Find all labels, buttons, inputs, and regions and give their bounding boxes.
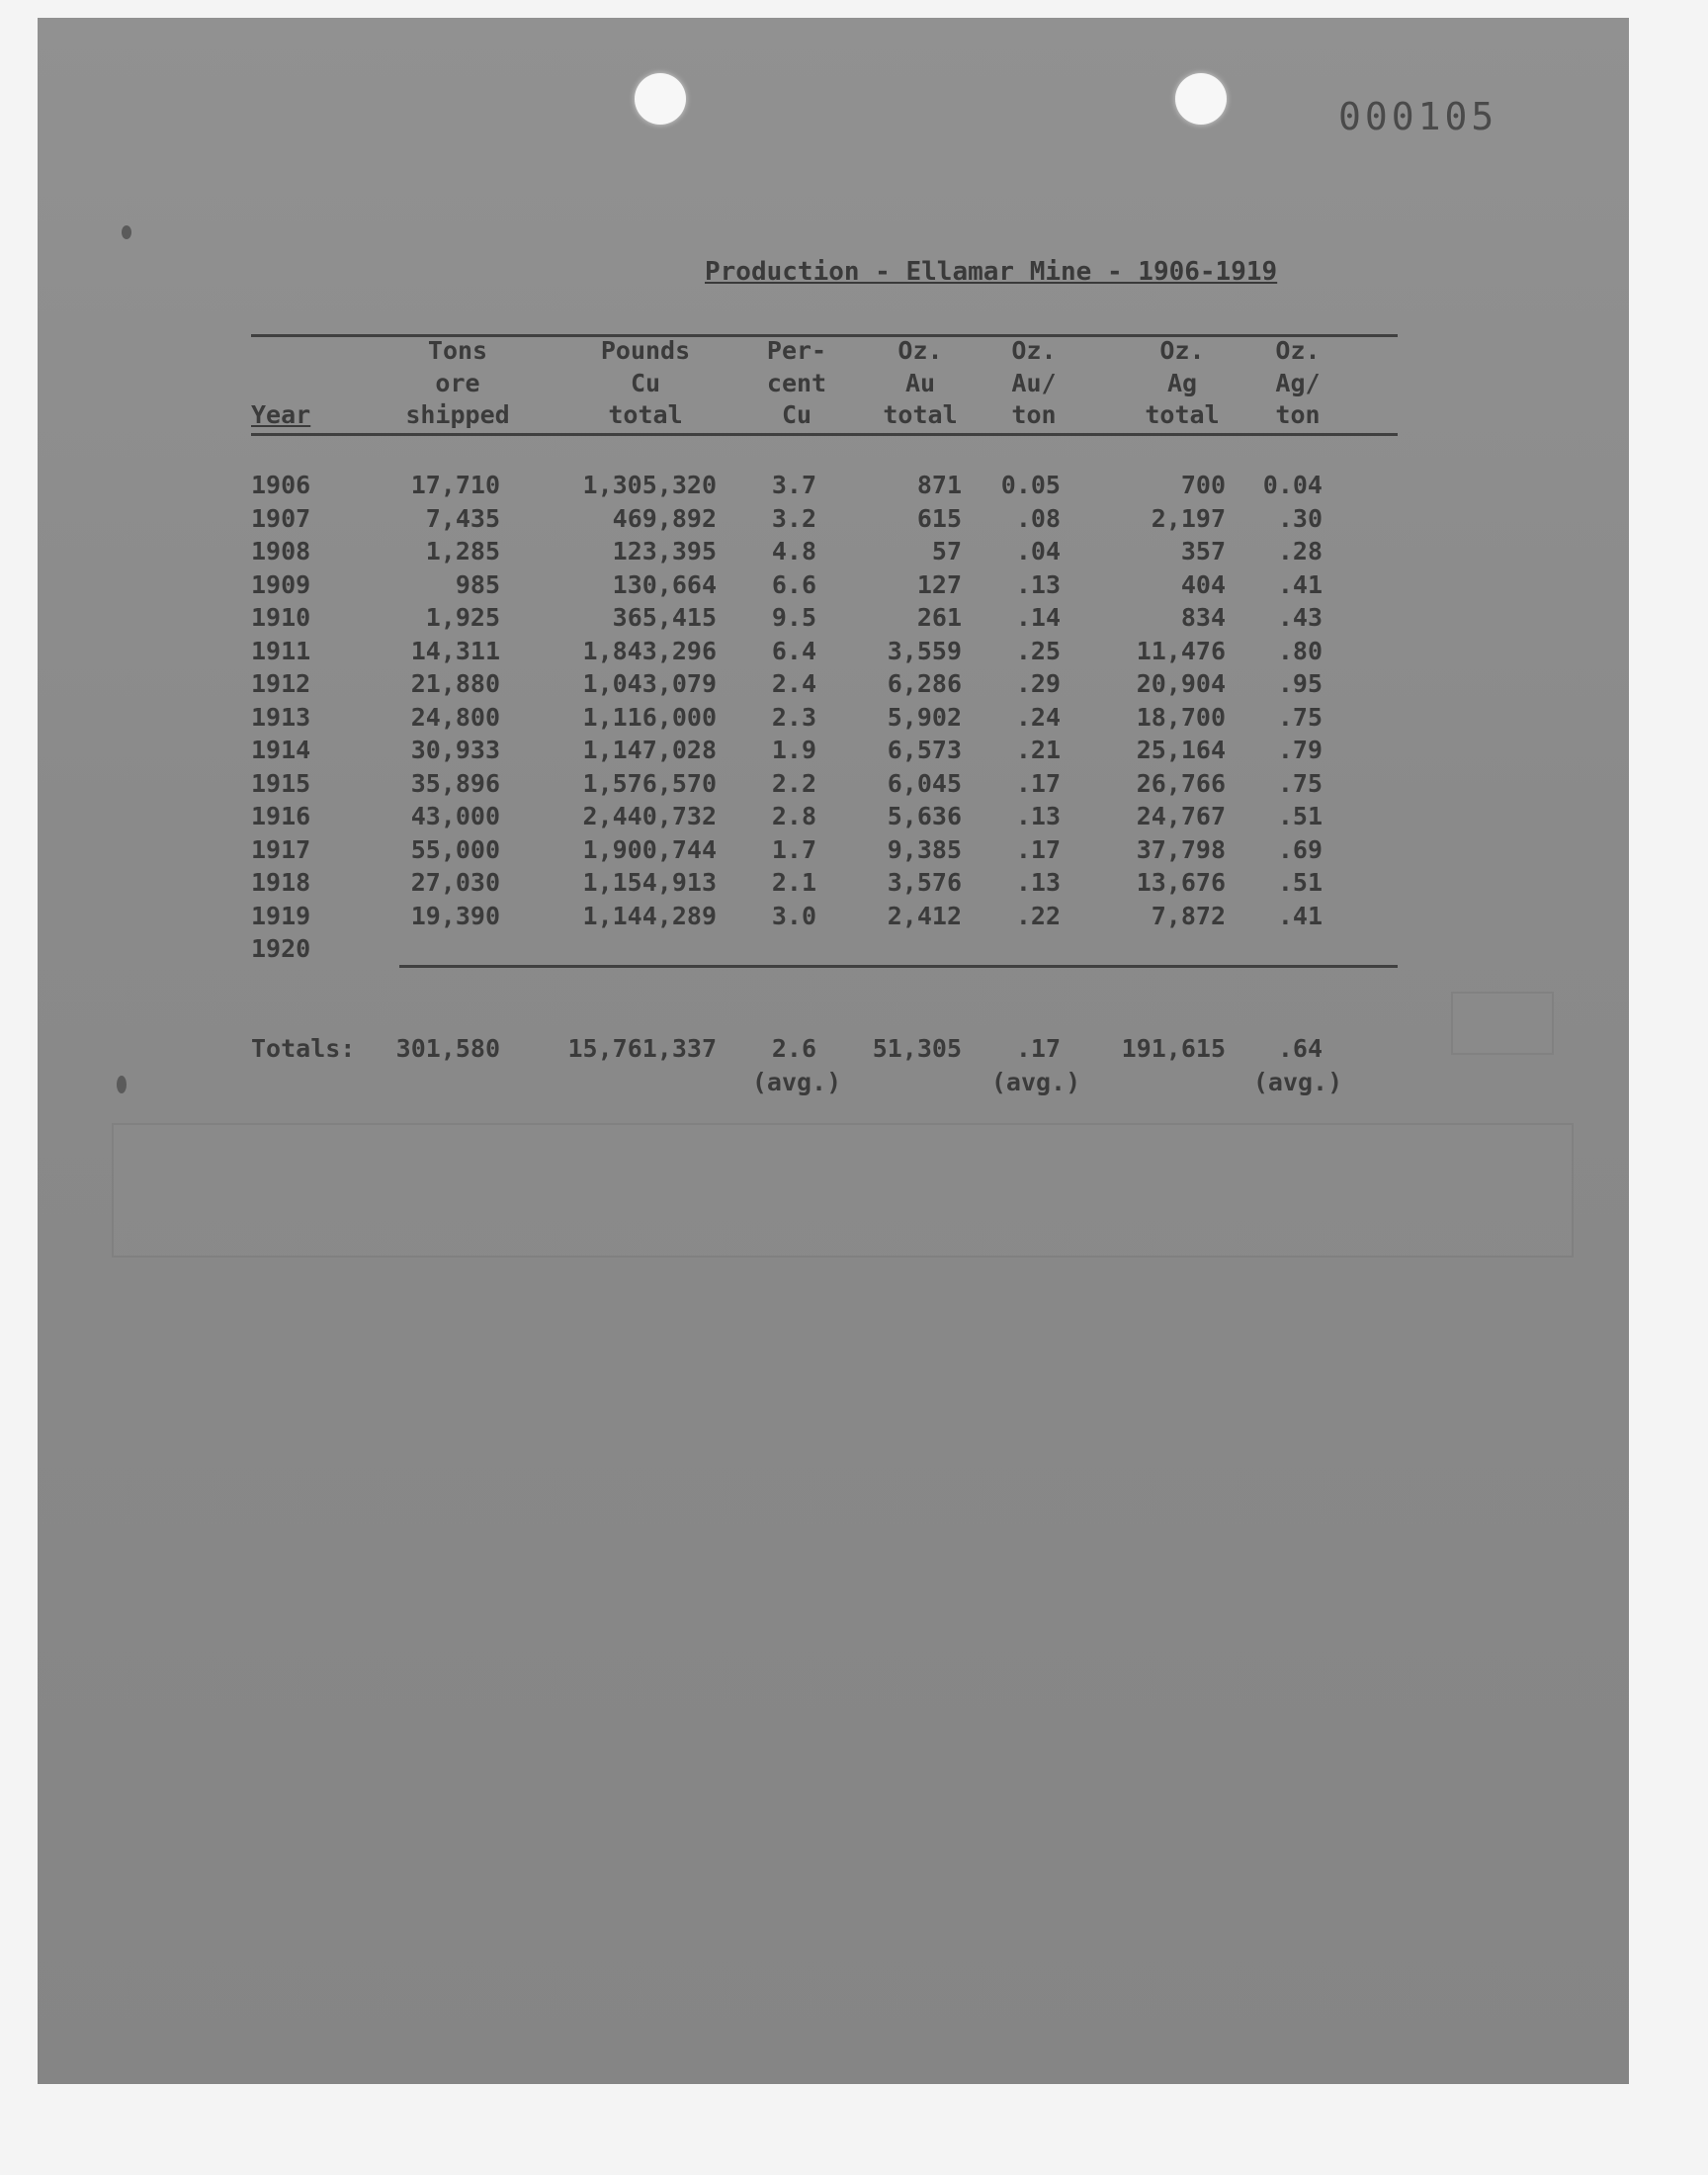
table-cell: 834 (1180, 603, 1226, 632)
table-cell: 3.7 (771, 471, 816, 499)
avg-label: (avg.) (1252, 1068, 1343, 1096)
avg-label: (avg.) (751, 1068, 842, 1096)
table-cell: 25,164 (1136, 736, 1226, 764)
column-header: Oz. (1159, 336, 1205, 365)
table-cell: .25 (1015, 636, 1061, 665)
table-cell: 6.4 (771, 636, 816, 665)
table-cell: 1,144,289 (582, 901, 717, 930)
column-header: Oz. (1011, 336, 1057, 365)
table-cell: .95 (1277, 669, 1323, 698)
table-cell: 6.6 (771, 569, 816, 599)
table-cell: 2.3 (771, 702, 816, 732)
table-cell: .28 (1277, 537, 1323, 566)
column-header: ore (435, 369, 480, 397)
total-value: .64 (1277, 1034, 1323, 1063)
table-cell: .04 (1015, 537, 1061, 566)
column-header: Per- (766, 336, 827, 365)
row-year: 1914 (251, 736, 311, 764)
table-cell: .80 (1277, 636, 1323, 665)
table-cell: 9.5 (771, 603, 816, 632)
column-header: Cu (630, 369, 661, 397)
table-cell: 6,286 (887, 669, 962, 698)
total-value: 191,615 (1121, 1034, 1226, 1063)
table-cell: 615 (916, 503, 962, 533)
table-cell: 24,767 (1136, 802, 1226, 830)
table-cell: 365,415 (612, 603, 717, 632)
table-cell: 55,000 (410, 834, 500, 864)
table-cell: .79 (1277, 736, 1323, 764)
row-year: 1911 (251, 636, 311, 665)
table-cell: .51 (1277, 802, 1323, 830)
speck (122, 225, 131, 239)
row-year: 1916 (251, 802, 311, 830)
column-header: Cu (781, 400, 812, 429)
table-cell: 35,896 (410, 768, 500, 798)
table-cell: .75 (1277, 768, 1323, 798)
table-cell: 1,147,028 (582, 736, 717, 764)
table-cell: 404 (1180, 569, 1226, 599)
table-cell: 0.04 (1262, 471, 1323, 499)
table-cell: 2.4 (771, 669, 816, 698)
table-cell: 1,116,000 (582, 702, 717, 732)
column-header: Year (251, 400, 311, 429)
avg-label: (avg.) (990, 1068, 1081, 1096)
column-header: shipped (405, 400, 510, 429)
table-cell: .69 (1277, 834, 1323, 864)
header-bottom-rule (251, 433, 1398, 436)
table-cell: .41 (1277, 569, 1323, 599)
row-year: 1913 (251, 702, 311, 732)
table-cell: 700 (1180, 471, 1226, 499)
table-cell: .14 (1015, 603, 1061, 632)
column-header: Tons (427, 336, 488, 365)
table-cell: 469,892 (612, 503, 717, 533)
table-cell: 1,900,744 (582, 834, 717, 864)
table-cell: 2,440,732 (582, 802, 717, 830)
table-cell: .51 (1277, 868, 1323, 897)
table-cell: 123,395 (612, 537, 717, 566)
column-header: Pounds (600, 336, 691, 365)
page-title: Production - Ellamar Mine - 1906-1919 (705, 257, 1278, 287)
row-year: 1919 (251, 901, 311, 930)
row-year: 1907 (251, 503, 311, 533)
table-cell: 43,000 (410, 802, 500, 830)
table-cell: 5,636 (887, 802, 962, 830)
table-cell: 1,843,296 (582, 636, 717, 665)
table-cell: 11,476 (1136, 636, 1226, 665)
bleed-through-tab (1451, 992, 1554, 1055)
table-cell: 3.2 (771, 503, 816, 533)
table-cell: 37,798 (1136, 834, 1226, 864)
table-cell: 19,390 (410, 901, 500, 930)
table-cell: 1,925 (425, 603, 500, 632)
table-cell: .13 (1015, 868, 1061, 897)
row-year: 1918 (251, 868, 311, 897)
total-value: 51,305 (872, 1034, 962, 1063)
table-cell: 1.9 (771, 736, 816, 764)
table-cell: 3.0 (771, 901, 816, 930)
column-header: total (883, 400, 958, 429)
row-year: 1906 (251, 471, 311, 499)
table-cell: 1.7 (771, 834, 816, 864)
table-cell: 0.05 (1000, 471, 1061, 499)
punch-hole-right (1175, 73, 1227, 125)
table-cell: .21 (1015, 736, 1061, 764)
table-cell: 2.2 (771, 768, 816, 798)
table-cell: 1,576,570 (582, 768, 717, 798)
total-value: .17 (1015, 1034, 1061, 1063)
table-cell: .29 (1015, 669, 1061, 698)
column-header: total (1145, 400, 1220, 429)
table-cell: 1,305,320 (582, 471, 717, 499)
total-value: 301,580 (395, 1034, 500, 1063)
table-cell: 9,385 (887, 834, 962, 864)
column-header: Au (904, 369, 936, 397)
table-cell: 127 (916, 569, 962, 599)
table-cell: 261 (916, 603, 962, 632)
total-value: 15,761,337 (567, 1034, 717, 1063)
table-cell: 21,880 (410, 669, 500, 698)
row-year: 1910 (251, 603, 311, 632)
table-cell: .43 (1277, 603, 1323, 632)
table-cell: 30,933 (410, 736, 500, 764)
column-header: Oz. (1275, 336, 1321, 365)
table-cell: 3,576 (887, 868, 962, 897)
table-cell: .17 (1015, 768, 1061, 798)
table-cell: 57 (931, 537, 962, 566)
table-cell: 6,045 (887, 768, 962, 798)
row-year: 1909 (251, 569, 311, 599)
row-year: 1908 (251, 537, 311, 566)
table-cell: .17 (1015, 834, 1061, 864)
column-header: Ag (1166, 369, 1198, 397)
column-header: Oz. (897, 336, 943, 365)
table-cell: 26,766 (1136, 768, 1226, 798)
document-page (38, 18, 1629, 2084)
table-cell: 357 (1180, 537, 1226, 566)
row-year: 1915 (251, 768, 311, 798)
column-header: total (608, 400, 683, 429)
table-cell: .41 (1277, 901, 1323, 930)
table-cell: 2.8 (771, 802, 816, 830)
table-cell: .75 (1277, 702, 1323, 732)
table-cell: 871 (916, 471, 962, 499)
table-cell: .24 (1015, 702, 1061, 732)
bleed-through-box (112, 1123, 1574, 1258)
totals-label: Totals: (251, 1034, 356, 1063)
table-cell: 2.1 (771, 868, 816, 897)
table-cell: 18,700 (1136, 702, 1226, 732)
speck (117, 1076, 127, 1093)
table-cell: 1,154,913 (582, 868, 717, 897)
table-cell: 2,412 (887, 901, 962, 930)
table-cell: 20,904 (1136, 669, 1226, 698)
table-cell: 2,197 (1151, 503, 1226, 533)
table-cell: 17,710 (410, 471, 500, 499)
row-year: 1912 (251, 669, 311, 698)
table-cell: 4.8 (771, 537, 816, 566)
table-cell: 27,030 (410, 868, 500, 897)
table-cell: 14,311 (410, 636, 500, 665)
table-cell: 7,872 (1151, 901, 1226, 930)
table-cell: 24,800 (410, 702, 500, 732)
row-year: 1917 (251, 834, 311, 864)
punch-hole-left (635, 73, 686, 125)
column-header: cent (766, 369, 827, 397)
document-stamp-number: 000105 (1338, 95, 1498, 138)
table-cell: 3,559 (887, 636, 962, 665)
table-bottom-rule (399, 965, 1398, 968)
row-year: 1920 (251, 934, 311, 963)
table-cell: .13 (1015, 569, 1061, 599)
table-cell: 6,573 (887, 736, 962, 764)
table-cell: 13,676 (1136, 868, 1226, 897)
column-header: ton (1275, 400, 1321, 429)
column-header: Au/ (1011, 369, 1057, 397)
table-cell: 7,435 (425, 503, 500, 533)
table-cell: .22 (1015, 901, 1061, 930)
table-cell: 130,664 (612, 569, 717, 599)
total-value: 2.6 (771, 1034, 816, 1063)
table-cell: 985 (455, 569, 500, 599)
table-cell: 1,285 (425, 537, 500, 566)
column-header: ton (1011, 400, 1057, 429)
table-cell: .08 (1015, 503, 1061, 533)
table-cell: .13 (1015, 802, 1061, 830)
table-cell: 5,902 (887, 702, 962, 732)
table-cell: 1,043,079 (582, 669, 717, 698)
table-cell: .30 (1277, 503, 1323, 533)
column-header: Ag/ (1275, 369, 1321, 397)
